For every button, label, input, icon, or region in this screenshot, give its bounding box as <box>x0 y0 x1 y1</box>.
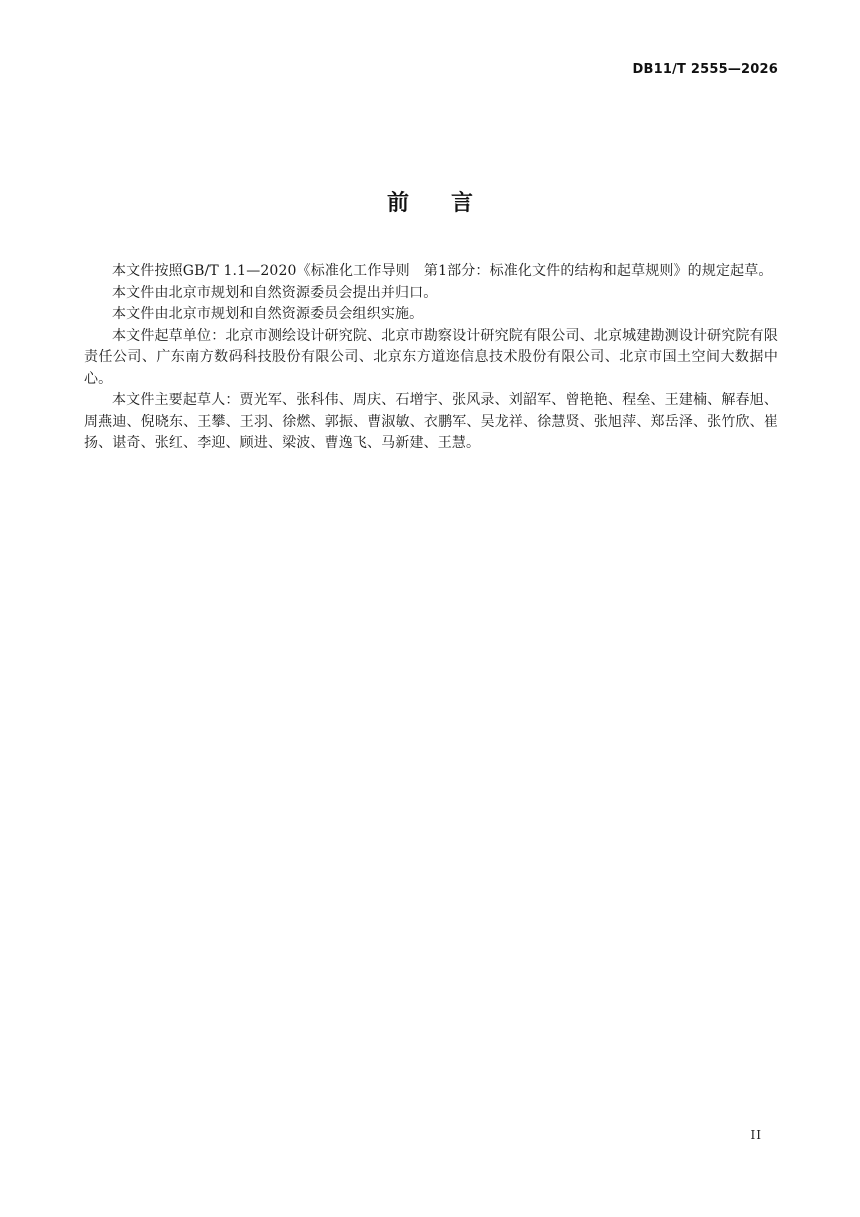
document-code: DB11/T 2555—2026 <box>632 62 778 77</box>
title-char-2: 言 <box>451 191 474 216</box>
paragraph-drafters: 本文件主要起草人：贾光军、张科伟、周庆、石增宇、张风录、刘韶军、曾艳艳、程垒、王建楠、解春旭、周燕迪、倪晓东、王攀、王羽、徐燃、郭振、曹淑敏、衣鹏军、吴龙祥、徐慧贤、张旭萍、郑岳泽、张竹欣、崔扬、谌奇、张红、李迎、顾进、梁波、曹逸飞、马新建、王慧。 <box>84 392 778 451</box>
paragraph-proposer: 本文件由北京市规划和自然资源委员会提出并归口。 <box>112 284 438 301</box>
page-number: II <box>750 1128 762 1142</box>
foreword-body <box>84 261 778 455</box>
title-char-1: 前 <box>386 191 409 216</box>
paragraph-organizer: 本文件由北京市规划和自然资源委员会组织实施。 <box>112 306 424 322</box>
paragraph-drafting-units: 本文件起草单位：北京市测绘设计研究院、北京市勘察设计研究院有限公司、北京城建勘测设计研究院有限责任公司、广东南方数码科技股份有限公司、北京东方道迩信息技术股份有限公司、北京市国土空间大数据中心。 <box>84 327 778 387</box>
paragraph-drafting-rules: 本文件按照GB/T 1.1—2020《标准化工作导则 第1部分：标准化文件的结构和起草规则》的规定起草。 <box>112 263 773 279</box>
page-title <box>0 186 860 217</box>
